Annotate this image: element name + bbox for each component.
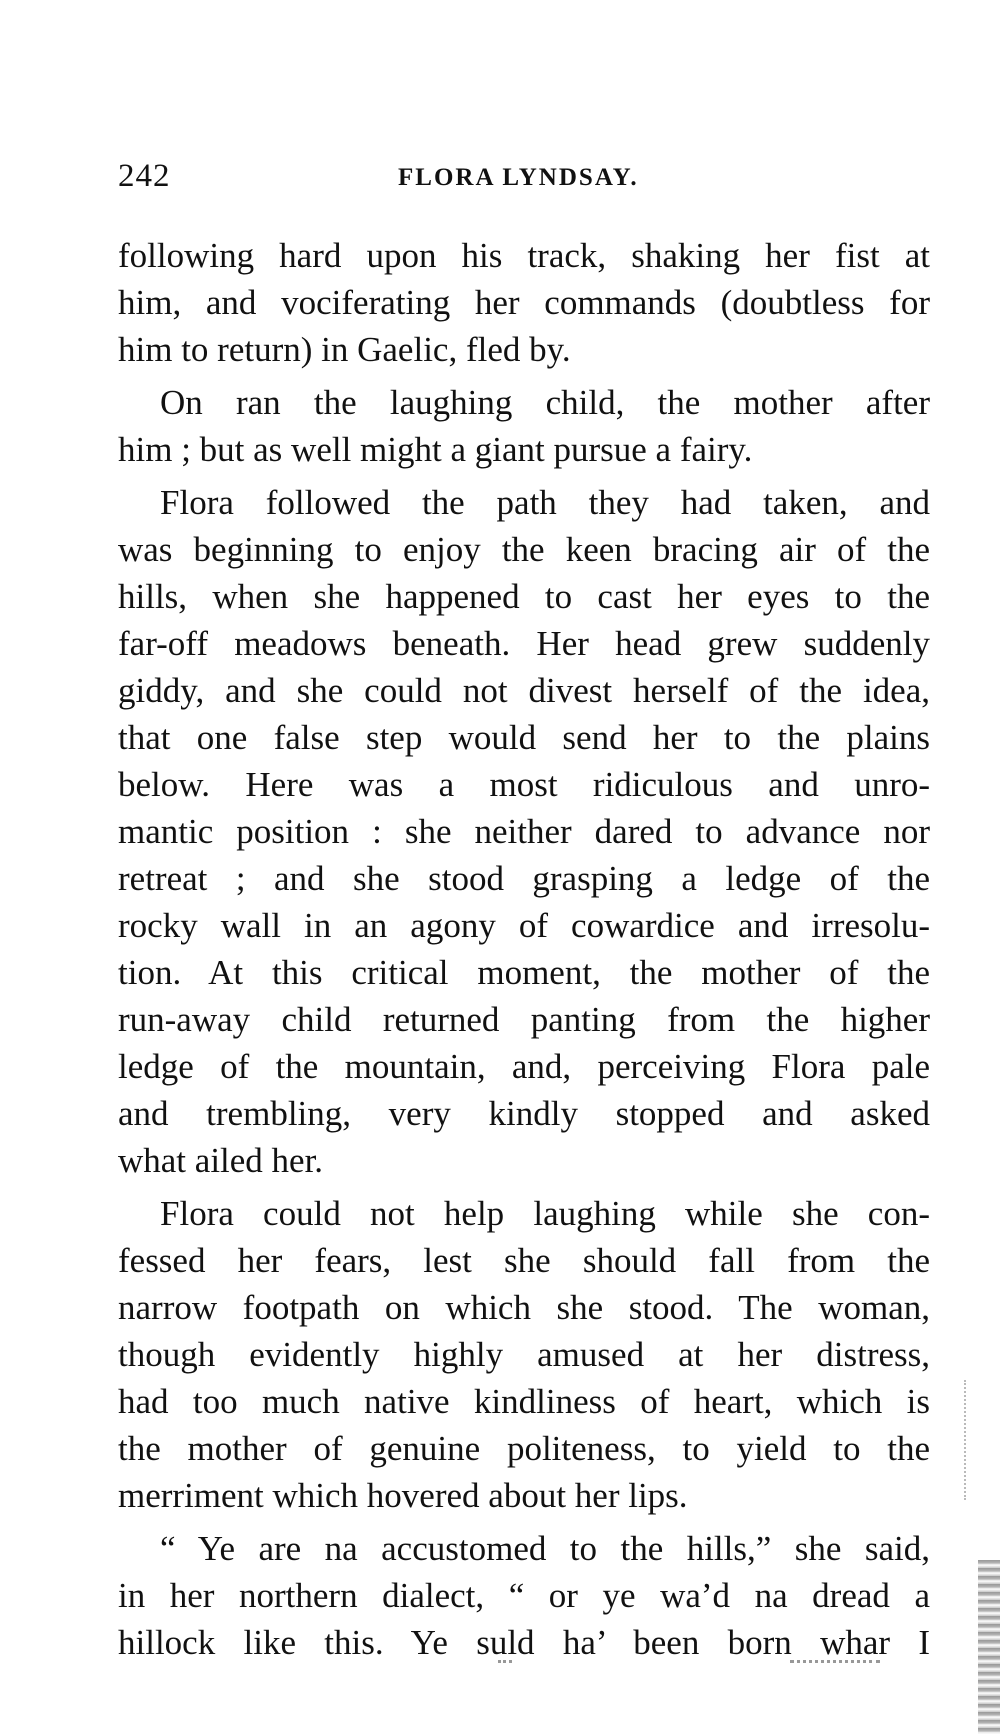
text-line: the mother of genuine politeness, to yield to the bbox=[118, 1429, 930, 1468]
text-line: Flora could not help laughing while she con- bbox=[160, 1194, 930, 1233]
text-line: merriment which hovered about her lips. bbox=[118, 1476, 688, 1515]
text-line: him to return) in Gaelic, fled by. bbox=[118, 330, 571, 369]
paragraph bbox=[118, 479, 930, 1184]
text-line: giddy, and she could not divest herself of the idea, bbox=[118, 671, 930, 710]
text-line: below. Here was a most ridiculous and unro- bbox=[118, 765, 930, 804]
text-line: mantic position : she neither dared to advance nor bbox=[118, 812, 930, 851]
text-line: Flora followed the path they had taken, and bbox=[160, 483, 930, 522]
text-line: fessed her fears, lest she should fall from the bbox=[118, 1241, 930, 1280]
text-line: tion. At this critical moment, the mother of the bbox=[118, 953, 930, 992]
text-line: though evidently highly amused at her distress, bbox=[118, 1335, 930, 1374]
page-header bbox=[118, 158, 928, 208]
foot-specks bbox=[790, 1660, 880, 1667]
text-line: narrow footpath on which she stood. The woman, bbox=[118, 1288, 930, 1327]
body-text bbox=[118, 232, 930, 1666]
text-line: run-away child returned panting from the higher bbox=[118, 1000, 930, 1039]
text-line: had too much native kindliness of heart, which is bbox=[118, 1382, 930, 1421]
foot-specks bbox=[498, 1660, 512, 1667]
paragraph bbox=[118, 1190, 930, 1519]
text-line: ledge of the mountain, and, perceiving Flora pale bbox=[118, 1047, 930, 1086]
running-title: FLORA LYNDSAY. bbox=[398, 164, 639, 191]
paragraph bbox=[118, 232, 930, 373]
paragraph bbox=[118, 1525, 930, 1666]
text-line: retreat ; and she stood grasping a ledge of the bbox=[118, 859, 930, 898]
text-line: that one false step would send her to the plains bbox=[118, 718, 930, 757]
text-line: far-off meadows beneath. Her head grew suddenly bbox=[118, 624, 930, 663]
text-line: rocky wall in an agony of cowardice and irresolu- bbox=[118, 906, 930, 945]
text-line: and trembling, very kindly stopped and asked bbox=[118, 1094, 930, 1133]
page-number: 242 bbox=[118, 158, 171, 194]
paragraph bbox=[118, 379, 930, 473]
page-edge-mark bbox=[978, 1560, 1000, 1734]
text-line: hills, when she happened to cast her eyes to the bbox=[118, 577, 930, 616]
text-line: him, and vociferating her commands (doubtless for bbox=[118, 283, 930, 322]
text-line: was beginning to enjoy the keen bracing air of the bbox=[118, 530, 930, 569]
margin-specks bbox=[964, 1380, 972, 1500]
text-line: in her northern dialect, “ or ye wa’d na dread a bbox=[118, 1576, 930, 1615]
text-line: following hard upon his track, shaking her fist at bbox=[118, 236, 930, 275]
text-line: hillock like this. Ye suld ha’ been born whar I bbox=[118, 1623, 930, 1662]
text-line: what ailed her. bbox=[118, 1141, 324, 1180]
text-line: “ Ye are na accustomed to the hills,” she said, bbox=[160, 1529, 930, 1568]
text-line: him ; but as well might a giant pursue a fairy. bbox=[118, 430, 753, 469]
text-line: On ran the laughing child, the mother after bbox=[160, 383, 930, 422]
